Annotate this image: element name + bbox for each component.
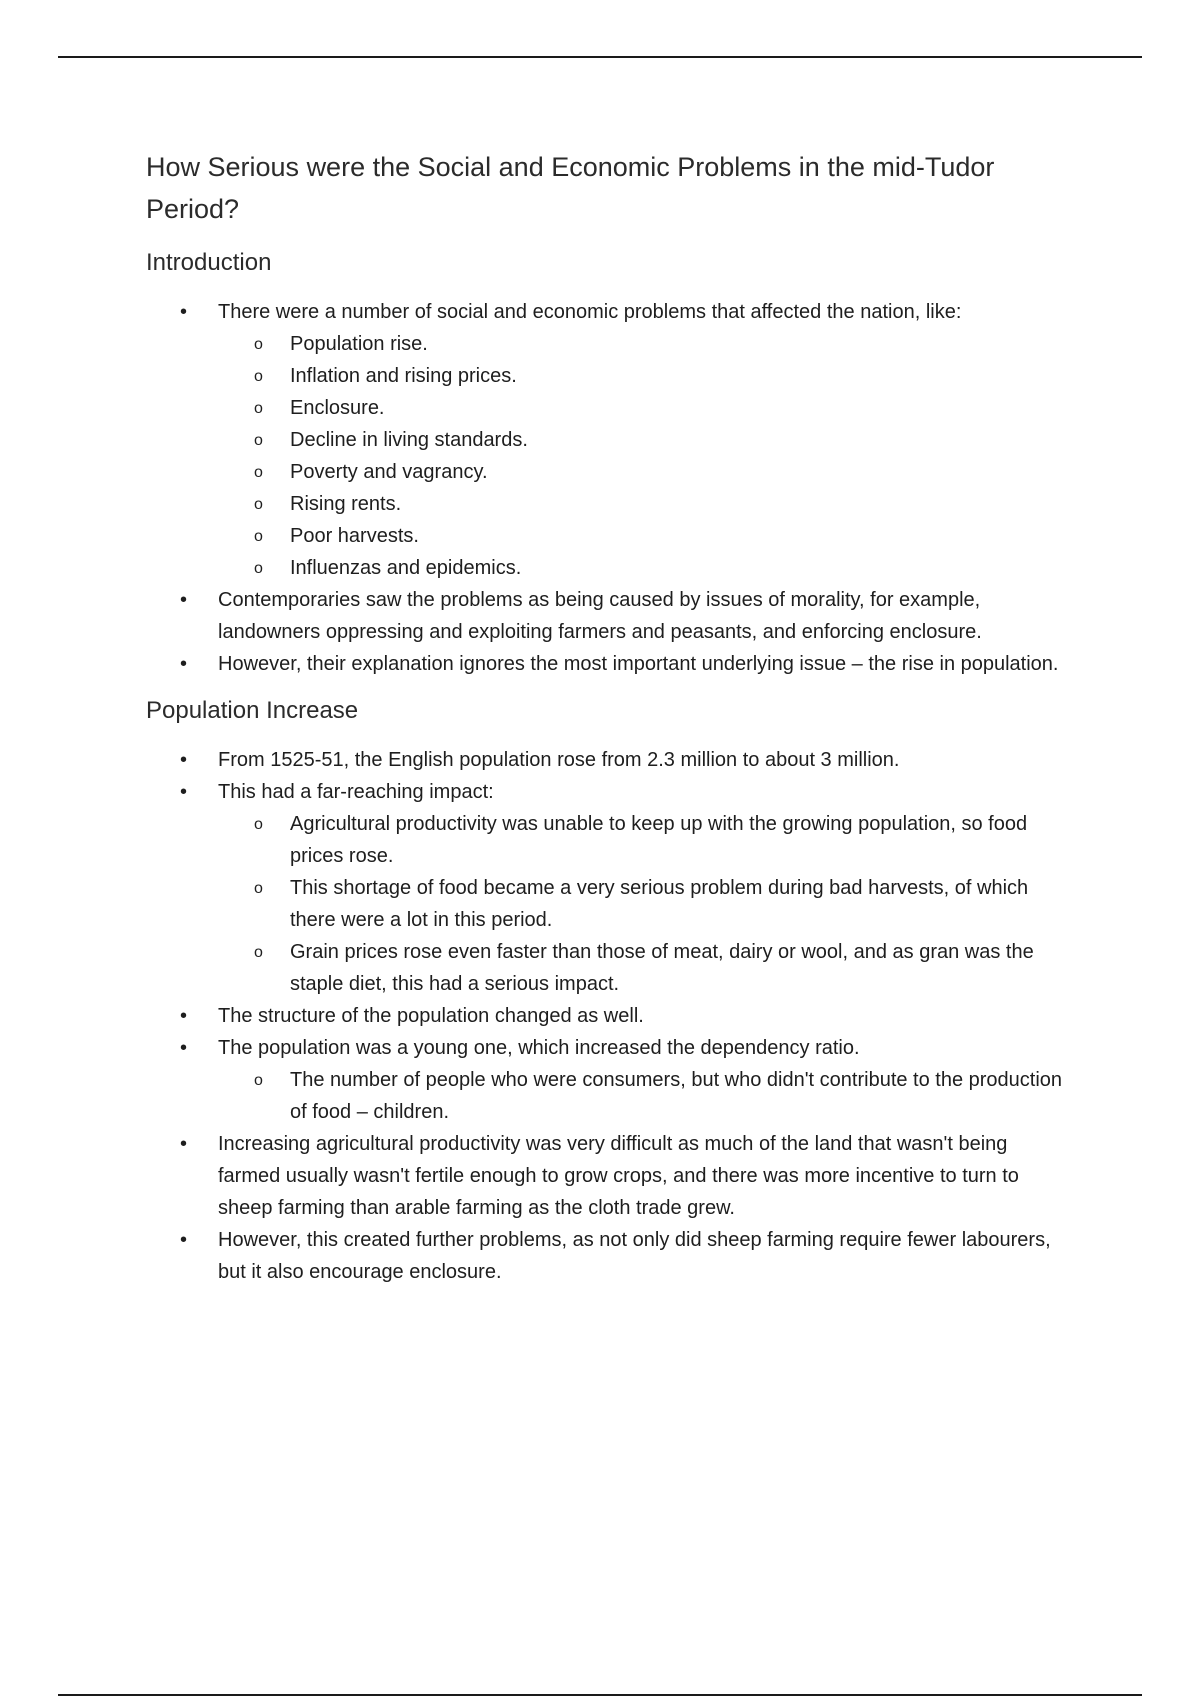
- list-item: • However, this created further problems, as not only did sheep farming require fewer labourers, but it also encourage enclosure.: [146, 1224, 1066, 1288]
- section-heading-population-increase: Population Increase: [146, 697, 359, 724]
- sub-list-item: o Influenzas and epidemics.: [218, 552, 1066, 584]
- list-item: [146, 776, 1066, 1000]
- header-rule: [58, 56, 1142, 58]
- introduction-list: [146, 296, 1066, 680]
- sub-list-item: o Agricultural productivity was unable to keep up with the growing population, so food prices rose.: [218, 808, 1066, 872]
- document-body: [146, 146, 1066, 1304]
- list-item: [146, 296, 1066, 584]
- sub-list-item: o Enclosure.: [218, 392, 1066, 424]
- sub-list: [218, 808, 1066, 1000]
- sub-list: [218, 328, 1066, 584]
- sub-list-item: o Population rise.: [218, 328, 1066, 360]
- list-item-text: The population was a young one, which increased the dependency ratio.: [218, 1037, 860, 1059]
- sub-list-item: o This shortage of food became a very serious problem during bad harvests, of which there were a lot in this period.: [218, 872, 1066, 936]
- list-item-text: There were a number of social and economic problems that affected the nation, like:: [218, 301, 962, 323]
- footer-rule: [58, 1694, 1142, 1696]
- section-heading-introduction: Introduction: [146, 249, 272, 276]
- sub-list-item: o Decline in living standards.: [218, 424, 1066, 456]
- sub-list-item: o The number of people who were consumers, but who didn't contribute to the production of food – children.: [218, 1064, 1066, 1128]
- sub-list-item: o Poor harvests.: [218, 520, 1066, 552]
- list-item: • Contemporaries saw the problems as being caused by issues of morality, for example, landowners oppressing and exploiting farmers and peasants, and enforcing enclosure.: [146, 584, 1066, 648]
- list-item: • However, their explanation ignores the most important underlying issue – the rise in population.: [146, 648, 1066, 680]
- list-item: [146, 1032, 1066, 1128]
- sub-list-item: o Grain prices rose even faster than those of meat, dairy or wool, and as gran was the staple diet, this had a serious impact.: [218, 936, 1066, 1000]
- list-item: • From 1525-51, the English population rose from 2.3 million to about 3 million.: [146, 744, 1066, 776]
- sub-list-item: o Inflation and rising prices.: [218, 360, 1066, 392]
- page-title: How Serious were the Social and Economic Problems in the mid-Tudor Period?: [146, 152, 995, 224]
- list-item-text: This had a far-reaching impact:: [218, 781, 494, 803]
- sub-list-item: o Poverty and vagrancy.: [218, 456, 1066, 488]
- list-item: • Increasing agricultural productivity was very difficult as much of the land that wasn't being farmed usually wasn't fertile enough to grow crops, and there was more incentive to turn to sheep farming than arable farming as the cloth trade grew.: [146, 1128, 1066, 1224]
- sub-list-item: o Rising rents.: [218, 488, 1066, 520]
- population-increase-list: [146, 744, 1066, 1288]
- list-item: • The structure of the population changed as well.: [146, 1000, 1066, 1032]
- sub-list: [218, 1064, 1066, 1128]
